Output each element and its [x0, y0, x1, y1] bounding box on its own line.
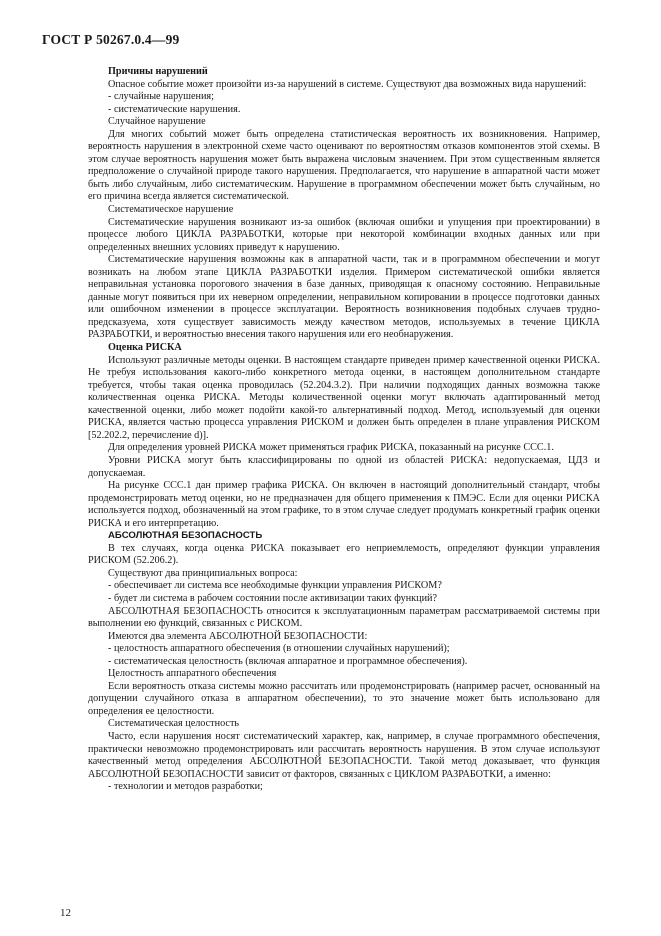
section-heading-failure-causes: Причины нарушений: [108, 66, 208, 77]
paragraph: Часто, если нарушения носят систематический характер, как, например, в случае программного обеспечения, практически невозможно продемонстрировать или рассчитать вероятность нарушения. В этом случае используют качественный метод определения АБСОЛЮТНОЙ БЕЗОПАСНОСТИ. Такой метод доказывает, что функция АБСОЛЮТНОЙ БЕЗОПАСНОСТИ зависит от факторов, связанных с ЦИКЛОМ РАЗРАБОТКИ, а именно:: [88, 730, 600, 780]
paragraph: В тех случаях, когда оценка РИСКА показывает его неприемлемость, определяют функции управления РИСКОМ (52.206.2).: [88, 542, 600, 567]
paragraph: Существуют два принципиальных вопроса:: [108, 567, 298, 579]
paragraph: Имеются два элемента АБСОЛЮТНОЙ БЕЗОПАСНОСТИ:: [108, 630, 368, 642]
list-item: - технологии и методов разработки;: [108, 781, 263, 793]
subheading-systematic-integrity: Систематическая целостность: [108, 718, 240, 730]
page-number: 12: [60, 907, 71, 919]
paragraph: Для многих событий может быть определена статистическая вероятность их возникновения. Например, вероятность нарушения в электронной схеме часто оценивают по вероятностям отказов компонентов этой схемы. В этом случае вероятность нарушения может быть выражена числовым значением. При этом существенным является предположение о случайной природе такого нарушения. Предполагается, что нарушение в аппаратной части может быть либо случайным, либо систематическим. Нарушение в программном обеспечении может быть случайным, но его причина всегда является систематической.: [88, 128, 600, 203]
list-item: - будет ли система в рабочем состоянии после активизации таких функций?: [108, 592, 437, 604]
subheading-systematic: Систематическое нарушение: [108, 204, 234, 216]
document-header: ГОСТ Р 50267.0.4—99: [42, 32, 180, 47]
list-item: - обеспечивает ли система все необходимые функции управления РИСКОМ?: [108, 580, 442, 592]
subheading-hardware-integrity: Целостность аппаратного обеспечения: [108, 668, 277, 680]
paragraph: Если вероятность отказа системы можно рассчитать или продемонстрировать (например расчет, основанный на допущении случайного отказа в аппаратном обеспечении), то это значение может быть использовано для определения ее целостности.: [88, 680, 600, 717]
paragraph: Уровни РИСКА могут быть классифицированы по одной из областей РИСКА: недопускаемая, ЦДЗ и допускаемая.: [88, 454, 600, 479]
section-heading-absolute-safety: АБСОЛЮТНАЯ БЕЗОПАСНОСТЬ: [108, 530, 263, 542]
section-heading-risk-assessment: Оценка РИСКА: [108, 342, 182, 354]
paragraph: На рисунке ССС.1 дан пример графика РИСКА. Он включен в настоящий дополнительный стандарт, чтобы продемонстрировать метод оценки, но не предназначен для общего применения к ПМЭС. Если для оценки РИСКА используется подход, обозначенный на этом графике, то в этом случае следует продумать конкретный график оценки РИСКА и его интерпретацию.: [88, 480, 600, 529]
document-body: [88, 66, 600, 794]
paragraph: Систематические нарушения возможны как в аппаратной части, так и в программном обеспечении и могут возникать на любом этапе ЦИКЛА РАЗРАБОТКИ изделия. Примером систематической ошибки является неправильная установка порогового значения в базе данных, приводящая к опасному состоянию. Неправильные данные могут появиться при их неверном определении, неправильном копировании в процессе подготовки данных или ошибочном изменении в процессе эксплуатации. Вероятность возникновения подобных случаев труднопредсказуема, хотя существует зависимость между качеством методов, используемых в течение ЦИКЛА РАЗРАБОТКИ, и вероятностью внесения такого нарушения или его необнаружения.: [88, 254, 600, 341]
paragraph: АБСОЛЮТНАЯ БЕЗОПАСНОСТЬ относится к эксплуатационным параметрам рассматриваемой системы при выполнении ею функций, связанных с РИСКОМ.: [88, 605, 600, 630]
paragraph: Систематические нарушения возникают из-за ошибок (включая ошибки и упущения при проектировании) в процессе любого ЦИКЛА РАЗРАБОТКИ, которые при некоторой комбинации входных данных или при определенных внешних условиях приведут к нарушению.: [88, 216, 600, 253]
paragraph: Используют различные методы оценки. В настоящем стандарте приведен пример качественной оценки РИСКА. Не требуя использования какого-либо конкретного метода оценки, в настоящем дополнительном стандарте требуется, чтобы такая оценка проводилась (52.204.3.2). При наличии подходящих данных возможна также количественная оценка РИСКА. Методы количественной оценки могут включать адаптированный метод качественной оценки, либо может подойти какой-то альтернативный подход. Метод, используемый для оценки РИСКА, является частью процесса управления РИСКОМ и должен быть определен в плане управления РИСКОМ [52.202.2, перечисление d)].: [88, 354, 600, 441]
list-item: - систематические нарушения.: [108, 103, 241, 115]
paragraph: Для определения уровней РИСКА может применяться график РИСКА, показанный на рисунке ССС.1.: [108, 442, 554, 454]
list-item: - систематическая целостность (включая аппаратное и программное обеспечения).: [108, 655, 468, 667]
list-item: - целостность аппаратного обеспечения (в отношении случайных нарушений);: [108, 643, 450, 655]
list-item: - случайные нарушения;: [108, 91, 214, 103]
paragraph: Опасное событие может произойти из-за нарушений в системе. Существуют два возможных вида нарушений:: [108, 78, 587, 90]
subheading-random: Случайное нарушение: [108, 116, 206, 128]
